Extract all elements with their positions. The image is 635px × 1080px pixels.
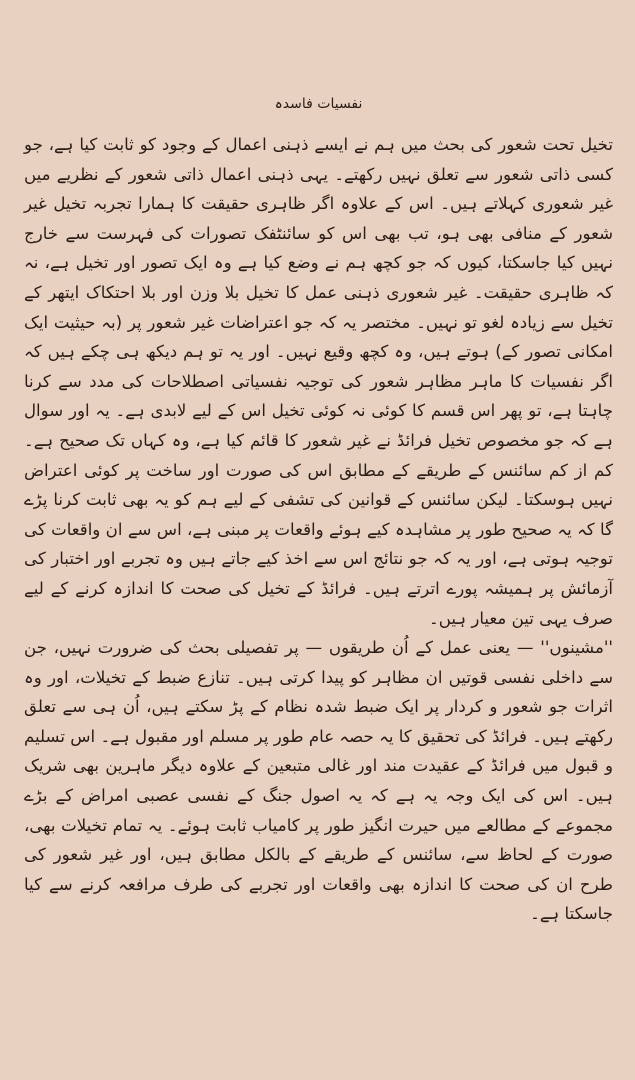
paragraph-1: تخیل تحت شعور کی بحث میں ہم نے ایسے ذہنی اعمال کے وجود کو ثابت کیا ہے، جو کسی ذاتی شعور سے تعلق نہیں رکھتے۔ یہی ذہنی اعمال ذاتی شعور کے نظریے میں غیر شعوری کہلاتے ہیں۔ اس کے علاوہ اگر ظاہری حقیقت کا ہمارا تجربہ تخیل غیر شعور کے منافی بھی ہو، تب بھی اس کو سائنٹفک تصورات کی فہرست سے خارج نہیں کیا جاسکتا، کیوں کہ جو کچھ ہم نے وضع کیا ہے وہ ایک تصور اور تخیل ہے، نہ کہ ظاہری حقیقت۔ غیر شعوری ذہنی عمل کا تخیل بلا وزن اور بلا احتکاک ایتھر کے تخیل سے زیادہ لغو تو نہیں۔ مختصر یہ کہ جو اعتراضات غیر شعور پر (بہ حیثیت ایک امکانی تصور کے) ہوتے ہیں، وہ کچھ وقیع نہیں۔ اور یہ تو ہم دیکھ ہی چکے ہیں کہ اگر نفسیات کا ماہر مظاہر شعور کی توجیہ نفسیاتی اصطلاحات کی مدد سے کرنا چاہتا ہے، تو پھر اس قسم کا کوئی نہ کوئی تخیل اس کے لیے لابدی ہے۔ یہ اور سوال ہے کہ جو مخصوص تخیل فرائڈ نے غیر شعور کا قائم کیا ہے، وہ کہاں تک صحیح ہے۔ کم از کم سائنس کے طریقے کے مطابق اس کی صورت اور ساخت پر کوئی اعتراض نہیں ہوسکتا۔ لیکن سائنس کے قوانین کی تشفی کے لیے ہم کو یہ بھی ثابت کرنا پڑے گا کہ یہ صحیح طور پر مشاہدہ کیے ہوئے واقعات پر مبنی ہے، اس سے ان واقعات کی توجیہ ہوتی ہے، اور یہ کہ جو نتائج اس سے اخذ کیے جاتے ہیں وہ تجربے اور اختبار کی آزمائش پر ہمیشہ پورے اترتے ہیں۔ فرائڈ کے تخیل کی صحت کا اندازہ کرنے کے لیے صرف یہی تین معیار ہیں۔ xyxy=(24,135,613,628)
paragraph-2: ''مشینوں'' — یعنی عمل کے اُن طریقوں — پر تفصیلی بحث کی ضرورت نہیں، جن سے داخلی نفسی قوتیں ان مظاہر کو پیدا کرتی ہیں۔ تنازع ضبط کے تخیلات، اور وہ اثرات جو شعور و کردار پر ایک ضبط شدہ نظام کے پڑ سکتے ہیں، اُن ہی سے تعلق رکھتے ہیں۔ فرائڈ کی تحقیق کا یہ حصہ عام طور پر مسلم اور مقبول ہے۔ اس تسلیم و قبول میں فرائڈ کے عقیدت مند اور غالی متبعین کے علاوہ دیگر ماہرین بھی شریک ہیں۔ اس کی ایک وجہ یہ ہے کہ یہ اصول جنگ کے نفسی عصبی امراض کے بڑے مجموعے کے مطالعے میں حیرت انگیز طور پر کامیاب ثابت ہوئے۔ یہ تمام تخیلات بھی، صورت کے لحاظ سے، سائنس کے طریقے کے بالکل مطابق ہیں، اور غیر شعور کی طرح ان کی صحت کا اندازہ بھی واقعات اور تجربے کی طرف مرافعہ کرنے سے کیا جاسکتا ہے۔ xyxy=(24,638,613,924)
running-header: نفسیات فاسدہ xyxy=(274,96,363,112)
